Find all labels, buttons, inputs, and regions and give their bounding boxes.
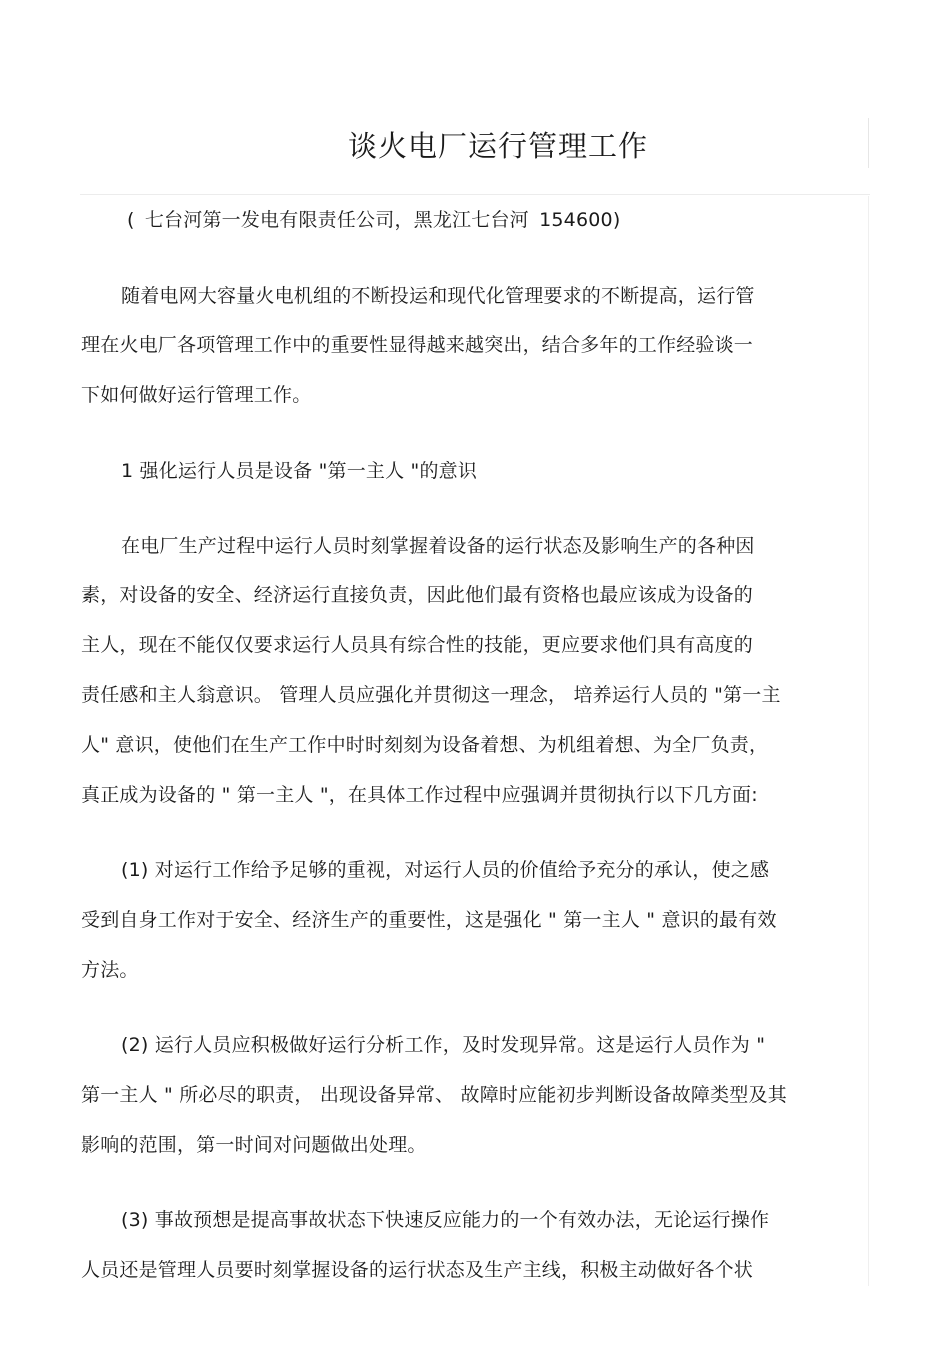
list-item-line: 人员还是管理人员要时刻掌握设备的运行状态及生产主线，积极主动做好各个状: [81, 1259, 754, 1281]
paragraph-line: 真正成为设备的 " 第一主人 "，在具体工作过程中应强调并贯彻执行以下几方面:: [81, 784, 758, 806]
list-item-line: 第一主人 " 所必尽的职责， 出现设备异常、 故障时应能初步判断设备故障类型及其: [81, 1084, 787, 1106]
paragraph-line: 责任感和主人翁意识。 管理人员应强化并贯彻这一理念， 培养运行人员的 "第一主: [81, 684, 781, 706]
list-item-line: 方法。: [81, 959, 139, 981]
paragraph-line: 在电厂生产过程中运行人员时刻掌握着设备的运行状态及影响生产的各种因: [121, 535, 755, 557]
paragraph-line: 理在火电厂各项管理工作中的重要性显得越来越突出，结合多年的工作经验谈一: [81, 334, 754, 356]
list-item-line: (2) 运行人员应积极做好运行分析工作，及时发现异常。这是运行人员作为 ": [121, 1034, 766, 1056]
list-item-line: (1) 对运行工作给予足够的重视，对运行人员的价值给予充分的承认，使之感: [121, 859, 770, 881]
document-title: 谈火电厂运行管理工作: [347, 129, 648, 163]
paragraph-line: 下如何做好运行管理工作。: [81, 384, 312, 406]
paragraph-line: 主人，现在不能仅仅要求运行人员具有综合性的技能，更应要求他们具有高度的: [81, 634, 754, 656]
paragraph-line: 人" 意识，使他们在生产工作中时时刻刻为设备着想、为机组着想、为全厂负责，: [81, 734, 769, 756]
list-item-line: (3) 事故预想是提高事故状态下快速反应能力的一个有效办法，无论运行操作: [121, 1209, 770, 1231]
paragraph-line: 素，对设备的安全、经济运行直接负责，因此他们最有资格也最应该成为设备的: [81, 584, 754, 606]
section-heading: 1 强化运行人员是设备 "第一主人 "的意识: [121, 460, 478, 482]
margin-rule-right: [868, 196, 869, 1286]
paragraph-line: 随着电网大容量火电机组的不断投运和现代化管理要求的不断提高，运行管: [121, 285, 755, 307]
author-affiliation: ( 七台河第一发电有限责任公司，黑龙江七台河 154600): [127, 209, 621, 231]
list-item-line: 受到自身工作对于安全、经济生产的重要性，这是强化 " 第一主人 " 意识的最有效: [81, 909, 777, 931]
list-item-line: 影响的范围，第一时间对问题做出处理。: [81, 1134, 427, 1156]
header-divider: [80, 194, 870, 195]
